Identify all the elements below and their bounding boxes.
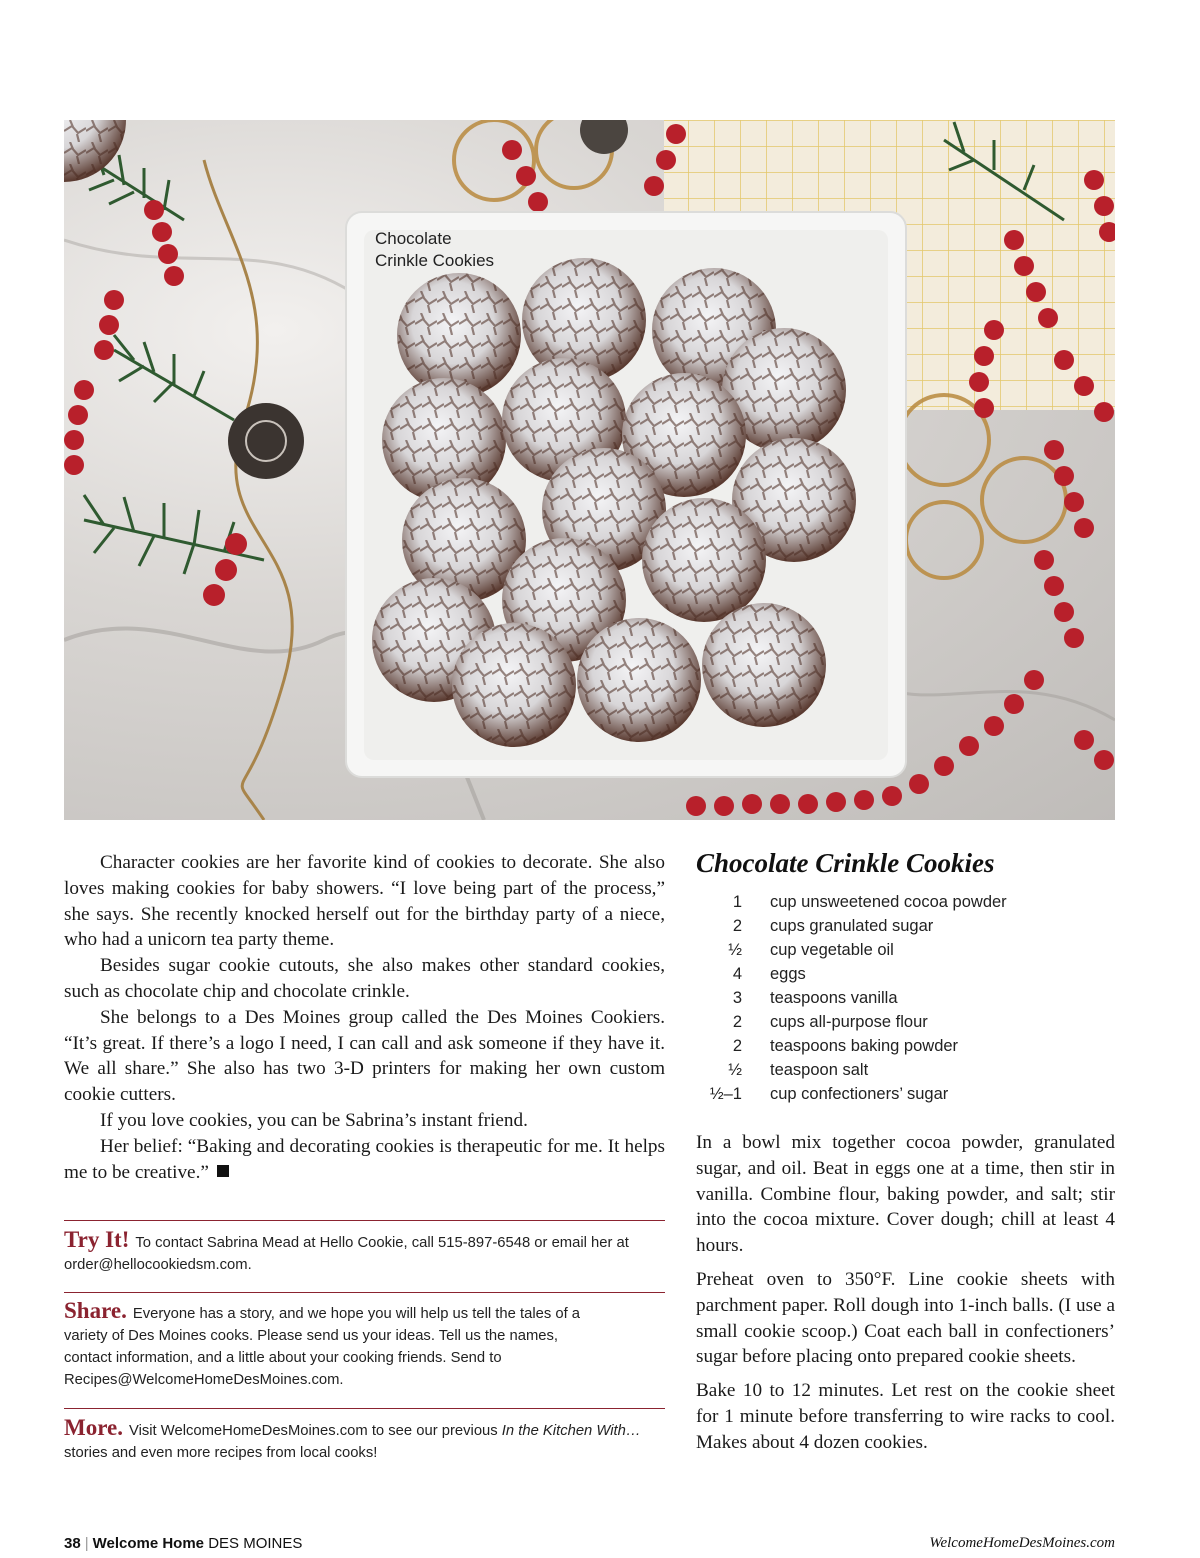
ingredient-quantity: 2 <box>732 1013 742 1031</box>
recipe-title: Chocolate Crinkle Cookies <box>696 848 995 878</box>
ingredient-quantity: ½–1 <box>709 1085 742 1103</box>
more-text-end: stories and even more recipes from local cooks! <box>64 1445 378 1461</box>
magazine-name-bold: Welcome Home <box>92 1535 205 1552</box>
ingredient-row <box>696 1058 1116 1082</box>
ingredient-quantity: 1 <box>732 893 742 911</box>
ingredient-row <box>696 1082 1116 1106</box>
ingredient-item: teaspoons baking powder <box>770 1037 959 1055</box>
ingredient-row <box>696 914 1116 938</box>
share-text: Everyone has a story, and we hope you will help us tell the tales of a variety of Des Moines cooks. Please send us your ideas. Tell us the names, contact information, and a little about your cooking friends. Send to Recipes@WelcomeHomeDesMoines.com. <box>64 1306 581 1388</box>
article-paragraph: Besides sugar cookie cutouts, she also makes other standard cookies, such as chocolate chip and chocolate crinkle. <box>64 955 665 1002</box>
more-text: Visit WelcomeHomeDesMoines.com to see our previous <box>128 1423 498 1439</box>
ingredient-quantity: ½ <box>728 1061 742 1079</box>
ingredient-item: eggs <box>770 965 806 983</box>
ingredient-row <box>696 962 1116 986</box>
ingredient-row <box>696 1034 1116 1058</box>
page-footer-left <box>64 1535 302 1552</box>
ingredient-item: cups all-purpose flour <box>770 1013 928 1031</box>
photo-illustration <box>64 120 1115 820</box>
article-final-sentence: Her belief: “Baking and decorating cookies is therapeutic for me. It helps me to be creative.” <box>64 1135 665 1183</box>
ingredient-row <box>696 986 1116 1010</box>
page-number: 38 <box>64 1535 81 1552</box>
direction-step: Preheat oven to 350°F. Line cookie sheets with parchment paper. Roll dough into 1-inch balls. (I use a small cookie scoop.) Coat each ball in confectioners’ sugar before placing onto prepared cookie sheets. <box>696 1268 1115 1368</box>
ingredient-row <box>696 890 1116 914</box>
try-it-kicker: Try It! <box>64 1227 130 1252</box>
end-mark-icon <box>217 1165 229 1177</box>
ingredient-item: cups granulated sugar <box>770 917 934 935</box>
footer-separator: | <box>84 1535 89 1552</box>
ingredient-quantity: 2 <box>732 1037 742 1055</box>
direction-step: In a bowl mix together cocoa powder, granulated sugar, and oil. Beat in eggs one at a time, then stir in vanilla. Combine flour, baking powder, and salt; stir into the cocoa mixture. Cover dough; chill at least 4 hours. <box>696 1132 1115 1257</box>
try-it-box <box>64 1220 665 1276</box>
direction-step: Bake 10 to 12 minutes. Let rest on the cookie sheet for 1 minute before transferring to wire racks to cool. Makes about 4 dozen cookies. <box>696 1380 1115 1453</box>
ingredient-item: cup unsweetened cocoa powder <box>770 893 1007 911</box>
jingle-bell <box>228 403 304 479</box>
photo-caption: Chocolate Crinkle Cookies <box>375 229 495 270</box>
ingredient-item: cup vegetable oil <box>770 941 894 959</box>
article-body <box>64 850 665 1185</box>
ingredient-item: teaspoons vanilla <box>770 989 898 1007</box>
article-paragraph <box>64 1134 665 1186</box>
ingredient-list <box>696 890 1116 1106</box>
ingredient-quantity: 2 <box>732 917 742 935</box>
cookies-photo <box>64 120 1115 820</box>
try-it-text: To contact Sabrina Mead at Hello Cookie, call 515-897-6548 or email her at order@hellocookiedsm.com. <box>64 1235 629 1273</box>
recipe-directions <box>696 1130 1115 1464</box>
share-kicker: Share. <box>64 1298 127 1323</box>
share-box <box>64 1292 594 1391</box>
ingredient-row <box>696 938 1116 962</box>
article-paragraph: Character cookies are her favorite kind of cookies to decorate. She also loves making cookies for baby showers. “I love being part of the process,” she says. She recently knocked herself out for the birthday party of a niece, who had a unicorn tea party theme. <box>64 852 665 951</box>
ingredient-item: teaspoon salt <box>770 1061 869 1079</box>
ingredient-item: cup confectioners’ sugar <box>770 1085 949 1103</box>
more-box <box>64 1408 665 1464</box>
article-paragraph: She belongs to a Des Moines group called the Des Moines Cookiers. “It’s great. If there’s a logo I need, I can call and ask someone if they have it. We all share.” She also has two 3-D printers for making her own custom cookie cutters. <box>64 1006 665 1106</box>
magazine-name-rest: DES MOINES <box>208 1535 303 1552</box>
more-text-italic: In the Kitchen With… <box>501 1423 641 1439</box>
ingredient-quantity: 3 <box>732 989 742 1007</box>
article-paragraph: If you love cookies, you can be Sabrina’s instant friend. <box>100 1109 528 1131</box>
ingredient-quantity: ½ <box>728 941 742 959</box>
footer-website: WelcomeHomeDesMoines.com <box>929 1535 1115 1551</box>
more-kicker: More. <box>64 1415 123 1440</box>
ingredient-row <box>696 1010 1116 1034</box>
ingredient-quantity: 4 <box>732 965 742 983</box>
